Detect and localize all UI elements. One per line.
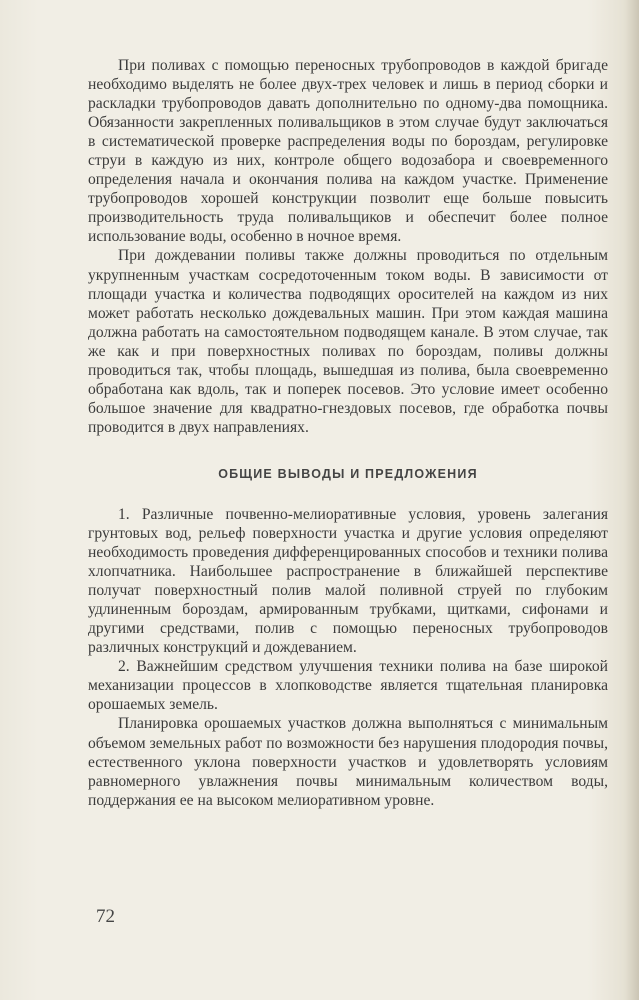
page-binding-shadow (625, 0, 639, 1000)
page-body (88, 56, 608, 810)
page-number: 72 (96, 906, 115, 927)
paragraph-planning: Планировка орошаемых участков должна выполняться с минимальным объемом земельных работ по возможности без нарушения плодородия почвы, естественного уклона поверхности участков и удовлетворять условиям равномерного увлажнения почвы минимальным количеством воды, поддержания ее на высоком мелиоративном уровне. (88, 715, 608, 809)
paragraph-transport-pipes: При поливах с помощью переносных трубопроводов в каждой бригаде необходимо выделять не более двух-трех человек и лишь в период сборки и раскладки трубопроводов давать дополнительно по одному-два помощника. Обязанности закрепленных поливальщиков в этом случае будут заключаться в систематической проверке распределения воды по бороздам, регулировке струи в каждую из них, контроле общего водозабора и своевременного определения начала и окончания полива на каждом участке. Применение трубопроводов хорошей конструкции позволит еще больше повысить производительность труда поливальщиков и обеспечит более полное использование воды, особенно в ночное время. (88, 57, 608, 246)
paragraph-conclusion-1: 1. Различные почвенно-мелиоративные условия, уровень залегания грунтовых вод, рельеф поверхности участка и другие условия определяют необходимость проведения дифференцированных способов и техники полива хлопчатника. Наибольшее распространение в ближайшей перспективе получат поверхностный полив малой поливной струей по глубоким удлиненным бороздам, армированным трубками, щитками, сифонами и другими средствами, полив с помощью переносных трубопроводов различных конструкций и дождеванием. (88, 505, 608, 657)
paragraph-sprinkling: При дождевании поливы также должны проводиться по отдельным укрупненным участкам сосредоточенным током воды. В зависимости от площади участка и количества подводящих оросителей на каждом из них может работать несколько дождевальных машин. При этом каждая машина должна работать на самостоятельном подводящем канале. В этом случае, так же как и при поверхностных поливах по бороздам, поливы должны проводиться так, чтобы площадь, вышедшая из полива, была своевременно обработана как вдоль, так и поперек посевов. Это условие имеет особенно большое значение для квадратно-гнездовых посевов, где обработка почвы проводится в двух направлениях. (88, 247, 608, 436)
section-title: ОБЩИЕ ВЫВОДЫ И ПРЕДЛОЖЕНИЯ (218, 466, 478, 481)
paragraph-conclusion-2: 2. Важнейшим средством улучшения техники полива на базе широкой механизации процессов в хлопководстве является тщательная планировка орошаемых земель. (88, 658, 608, 714)
